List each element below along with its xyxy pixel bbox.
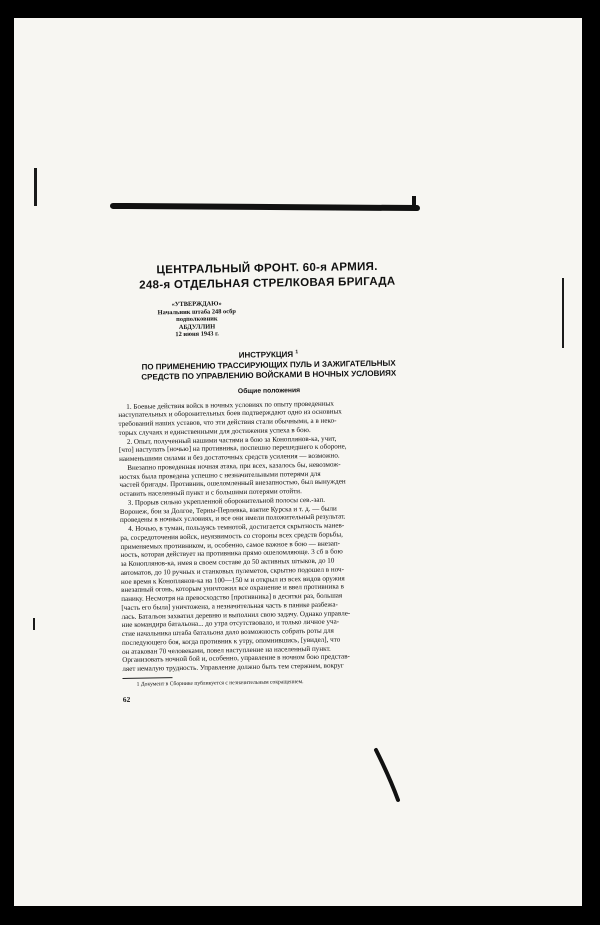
scan-artifact-mark [562, 278, 564, 348]
body-line: частей бригады. Противник, ошеломленный внезапностью, был вынужден [119, 477, 346, 490]
page-number: 62 [122, 694, 131, 704]
body-line: ностях была проведена успешно с незначительными потерями для [119, 469, 321, 481]
body-line: применяемых противником, и, особенно, самое важное в бою — внезап- [120, 539, 341, 551]
approval-block [151, 300, 244, 339]
body-line: ние командира батальона... до утра отсутствовало, и только личное уча- [121, 617, 340, 630]
body-line: [что] наступать [ночью] на противника, поспешно перешедшего к обороне, [118, 442, 347, 455]
body-line: автоматов, до 10 ручных и станковых пулеметов, скрытно подошел в ноч- [120, 565, 345, 577]
body-line: наступательных и оборонительных боев подтверждают одно из основных [118, 407, 342, 420]
body-line: ное время к Коноплянов-ка на 100—150 м и открыл из всех видов оружия [120, 574, 345, 586]
top-rule-tick [412, 196, 416, 206]
body-line: ра, сосредоточения войск, неуязвимость со стороны всех средств борьбы, [120, 530, 343, 542]
body-line: 4. Ночью, в туман, пользуясь темнотой, достигается скрытность манев- [128, 521, 345, 533]
body-line: Воронеж, бои за Долгое, Терны-Перлевка, взятие Курска и т. д. — были [119, 504, 337, 516]
footnote-mark: 1 [295, 349, 299, 356]
footnote [123, 677, 425, 688]
header-line-2: 248-я ОТДЕЛЬНАЯ СТРЕЛКОВАЯ БРИГАДА [139, 275, 396, 292]
document-page [14, 18, 582, 906]
body-line: панику. Несмотря на превосходство [противника] в десятки раз, большая [121, 591, 343, 604]
approval-stamp: «УТВЕРЖДАЮ» [171, 300, 222, 309]
body-line: последующего боя, когда противник к утру, опомнившись, [увидел], что [121, 635, 341, 647]
scan-artifact-mark [34, 168, 37, 206]
bottom-pen-stroke [374, 748, 400, 802]
body-line: требований наших уставов, что эти действия стали обычными, а в неко- [118, 416, 337, 429]
document-title [117, 345, 419, 382]
header-line-1: ЦЕНТРАЛЬНЫЙ ФРОНТ. 60-я АРМИЯ. [156, 260, 378, 277]
body-line: за Коноплянов-ка, имея в своем составе до 50 активных штыков, до 10 [120, 556, 335, 569]
body-line: он атакован 70 человеками, повел наступление на населенный пункт. [122, 644, 331, 656]
body-line: [часть его была] уничтожена, а незначительная часть в панике разбежа- [121, 600, 338, 612]
document-content [116, 259, 425, 704]
top-rule-line [110, 203, 420, 211]
approval-rank: подполковник [176, 315, 218, 324]
body-line: 1. Боевые действия войск в ночных условиях по опыту проведенных [126, 399, 334, 411]
footnote-number: 1 [136, 681, 140, 688]
body-line: 3. Прорыв сильно укрепленной оборонительной полосы сев.-зап. [127, 495, 326, 507]
body-line: 2. Опыт, полученный нашими частями в бою за Коноплянов-ка, учит, [126, 434, 337, 446]
body-line: оставить населенный пункт и с большими потерями отойти. [119, 487, 302, 499]
approval-position: Начальник штаба 248 осбр [157, 307, 236, 316]
body-line: наименьшими силами и без достаточных средств усиления — возможно. [119, 451, 340, 464]
section-title: Общие положения [237, 386, 301, 395]
body-line: Организовать ночной бой и, особенно, управление в ночном бою представ- [122, 652, 350, 665]
approval-name: АБДУЛЛИН [178, 323, 216, 331]
title-word: ИНСТРУКЦИЯ [238, 349, 294, 360]
body-line: проведены в ночных условиях, и все они имели положительный результат. [119, 512, 346, 525]
body-line: Внезапно проведенная ночная атака, при всех, казалось бы, невозмож- [127, 460, 341, 472]
body-line: ность, которая действует на противника прямо ошеломляюще. 3 сб в бою [120, 547, 343, 560]
body-line: ляет немалую трудность. Управление должно быть тем стержнем, вокруг [122, 661, 344, 674]
footnote-text: Документ в Сборнике публикуется с незначительным сокращением. [140, 678, 304, 688]
body-line: торых случаях и единственными для достижения успеха в бою. [118, 425, 311, 437]
title-line-2: ПО ПРИМЕНЕНИЮ ТРАССИРУЮЩИХ ПУЛЬ И ЗАЖИГАТЕЛЬНЫХ [141, 358, 396, 372]
footnote-rule [123, 677, 173, 679]
scan-artifact-mark [33, 618, 35, 630]
body-line: внезапный огонь, которым уничтожил все охранение и ввел противника в [121, 582, 344, 595]
body-line: лась. Батальон захватил деревню и выполнил свою задачу. Однако управле- [121, 608, 351, 621]
body-line: стие начальника штаба батальона дало возможность собрать роты для [121, 626, 334, 639]
body-text [118, 398, 424, 674]
title-line-3: СРЕДСТВ ПО УПРАВЛЕНИЮ ВОЙСКАМИ В НОЧНЫХ УСЛОВИЯХ [141, 368, 397, 382]
approval-date: 12 июня 1943 г. [175, 330, 219, 339]
